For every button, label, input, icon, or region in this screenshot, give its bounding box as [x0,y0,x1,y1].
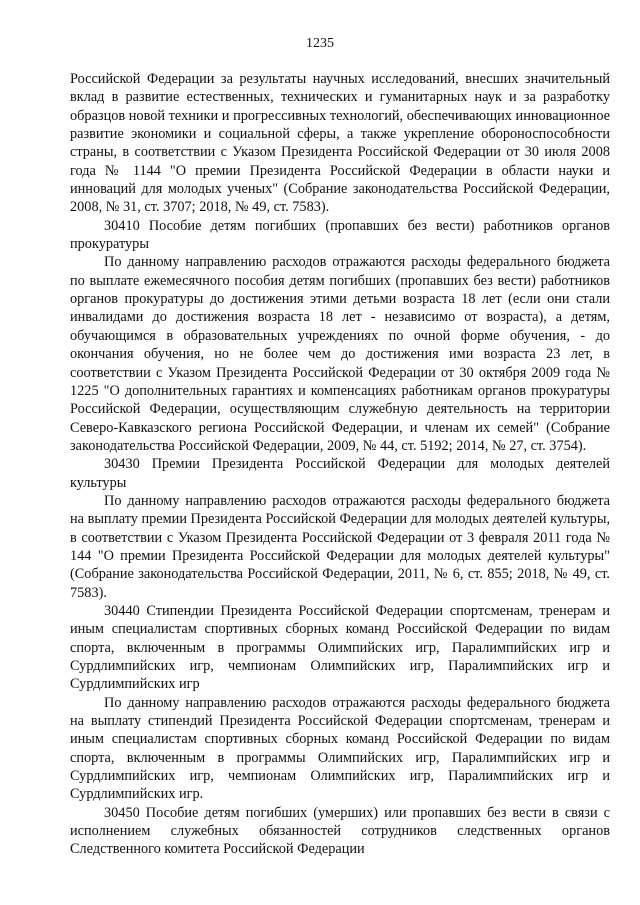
paragraph-continuation: Российской Федерации за результаты научных исследований, внесших значительный вклад в развитие естественных, технических и гуманитарных наук и за разработку образцов новой техники и прогрессивных технологий, обеспечивающих инновационное развитие экономики и социальной сферы, а также укрепление обороноспособности страны, в соответствии с Указом Президента Российской Федерации от 30 июля 2008 года № 1144 "О премии Президента Российской Федерации в области науки и инноваций для молодых ученых" (Собрание законодательства Российской Федерации, 2008, № 31, ст. 3707; 2018, № 49, ст. 7583). [70,71,610,216]
paragraph-30440-description: По данному направлению расходов отражаются расходы федерального бюджета на выплату стипендий Президента Российской Федерации спортсменам, тренерам и иным специалистам спортивных сборных команд Российской Федерации по видам спорта, включенным в программы Олимпийских игр, Паралимпийских игр и Сурдлимпийских игр, чемпионам Олимпийских игр, Паралимпийских игр и Сурдлимпийских игр. [70,694,610,803]
heading-30450: 30450 Пособие детям погибших (умерших) или пропавших без вести в связи с исполнением служебных обязанностей сотрудников следственных органов Следственного комитета Российской Федерации [70,804,610,858]
document-body [70,70,610,859]
paragraph-30410-description: По данному направлению расходов отражаются расходы федерального бюджета по выплате ежемесячного пособия детям погибших (пропавших без вести) работников органов прокуратуры до достижения этими детьми возраста 18 лет (если они стали инвалидами до достижения возраста 18 лет - независимо от возраста), а детям, обучающимся в образовательных учреждениях по очной форме обучения, - до окончания обучения, но не более чем до достижения ими возраста 23 лет, в соответствии с Указом Президента Российской Федерации от 30 октября 2009 года № 1225 "О дополнительных гарантиях и компенсациях работникам органов прокуратуры Российской Федерации, осуществляющим служебную деятельность на территории Северо-Кавказского региона Российской Федерации, и членам их семей" (Собрание законодательства Российской Федерации, 2009, № 44, ст. 5192; 2014, № 27, ст. 3754). [70,254,610,454]
paragraph-30430-description: По данному направлению расходов отражаются расходы федерального бюджета на выплату премии Президента Российской Федерации для молодых деятелей культуры, в соответствии с Указом Президента Российской Федерации от 3 февраля 2011 года № 144 "О премии Президента Российской Федерации для молодых деятелей культуры" (Собрание законодательства Российской Федерации, 2011, № 6, ст. 855; 2018, № 49, ст. 7583). [70,492,611,601]
heading-30430: 30430 Премии Президента Российской Федерации для молодых деятелей культуры [70,456,610,491]
heading-30440: 30440 Стипендии Президента Российской Федерации спортсменам, тренерам и иным специалистам спортивных сборных команд Российской Федерации по видам спорта, включенным в программы Олимпийских игр, Паралимпийских игр и Сурдлимпийских игр, чемпионам Олимпийских игр, Паралимпийских игр и Сурдлимпийских игр [70,602,610,693]
heading-30410: 30410 Пособие детям погибших (пропавших без вести) работников органов прокуратуры [70,217,610,253]
page-number: 1235 [306,36,334,51]
